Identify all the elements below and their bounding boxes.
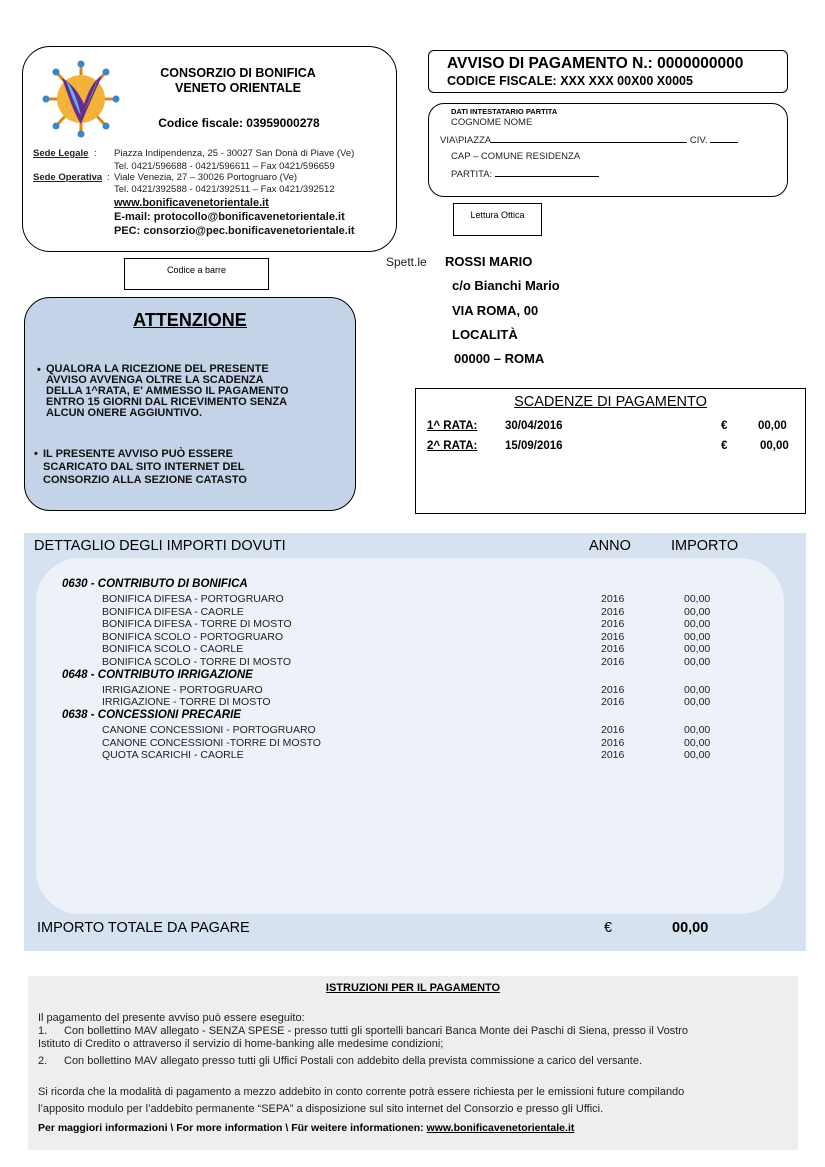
- intestatario-partita-row: [451, 168, 599, 180]
- row-description: CANONE CONCESSIONI -TORRE DI MOSTO: [102, 737, 321, 749]
- row-anno: 2016: [601, 749, 625, 761]
- row-importo: 00,00: [684, 618, 711, 630]
- row-anno: 2016: [601, 643, 625, 655]
- sede-legale-address: Piazza Indipendenza, 25 - 30027 San Donà di Piave (Ve): [114, 148, 355, 159]
- total-currency: €: [604, 920, 613, 936]
- intestatario-via-label: VIA\PIAZZA: [440, 135, 492, 146]
- bullet-icon: •: [37, 364, 41, 376]
- row-anno: 2016: [601, 724, 625, 736]
- istruzioni-item-2-line1: Con bollettino MAV allegato presso tutti gli Uffici Postali con addebito della prevista commissione a carico del versante.: [64, 1055, 642, 1067]
- sede-operativa-label: Sede Operativa: [33, 172, 103, 183]
- sede-operativa-address: Viale Venezia, 27 – 30026 Portogruaro (Ve): [114, 172, 298, 183]
- addressee-locality: LOCALITÀ: [452, 327, 518, 342]
- rata-1-date: 30/04/2016: [505, 420, 563, 432]
- sede-operativa-phone: Tel. 0421/392588 - 0421/392511 – Fax 0421/392512: [114, 184, 335, 195]
- attenzione-item-1-line: QUALORA LA RICEZIONE DEL PRESENTE: [46, 363, 269, 375]
- attenzione-item-2-line: CONSORZIO ALLA SEZIONE CATASTO: [43, 474, 247, 486]
- lettura-ottica-box: Lettura Ottica: [453, 203, 542, 236]
- row-description: IRRIGAZIONE - PORTOGRUARO: [102, 684, 263, 696]
- rata-1-label: 1^ RATA:: [427, 420, 478, 432]
- row-importo: 00,00: [684, 631, 711, 643]
- attenzione-item-2-line: SCARICATO DAL SITO INTERNET DEL: [43, 461, 245, 473]
- sede-legale-separator: :: [94, 148, 97, 159]
- row-description: BONIFICA DIFESA - TORRE DI MOSTO: [102, 618, 292, 630]
- addressee-city: 00000 – ROMA: [454, 351, 545, 366]
- row-importo: 00,00: [684, 684, 711, 696]
- rata-2-date: 15/09/2016: [505, 440, 563, 452]
- row-importo: 00,00: [684, 643, 711, 655]
- intestatario-via-row: [440, 134, 738, 146]
- attenzione-item-1-line: AVVISO AVVENGA OLTRE LA SCADENZA: [46, 374, 264, 386]
- row-description: BONIFICA SCOLO - CAORLE: [102, 643, 244, 655]
- spett-label: Spett.le: [386, 255, 427, 269]
- rata-2-amount: 00,00: [760, 440, 789, 452]
- pec-contact: PEC: consorzio@pec.bonificavenetorientale.it: [114, 225, 355, 237]
- row-description: CANONE CONCESSIONI - PORTOGRUARO: [102, 724, 316, 736]
- organization-name: [128, 66, 348, 96]
- section-heading: 0630 - CONTRIBUTO DI BONIFICA: [62, 578, 248, 590]
- row-description: BONIFICA SCOLO - TORRE DI MOSTO: [102, 656, 292, 668]
- avviso-codice-fiscale: CODICE FISCALE: XXX XXX 00X00 X0005: [447, 74, 693, 88]
- rata-1-currency: €: [721, 420, 728, 432]
- row-importo: 00,00: [684, 737, 711, 749]
- more-info-link[interactable]: www.bonificavenetorientale.it: [426, 1122, 575, 1134]
- section-heading: 0638 - CONCESSIONI PRECARIE: [62, 709, 241, 721]
- istruzioni-note-line2: l’apposito modulo per l’addebito permanente “SEPA” a disposizione sul sito internet del Consorzio e presso gli Uffici.: [38, 1103, 604, 1115]
- total-value: 00,00: [672, 920, 709, 936]
- avviso-number: AVVISO DI PAGAMENTO N.: 0000000000: [447, 55, 744, 72]
- addressee-name: ROSSI MARIO: [445, 254, 533, 269]
- civ-field-line: [710, 134, 738, 143]
- consortium-logo: [40, 58, 122, 140]
- row-description: BONIFICA SCOLO - PORTOGRUARO: [102, 631, 284, 643]
- istruzioni-item-1-line1: Con bollettino MAV allegato - SENZA SPESE - presso tutti gli sportelli bancari Banca Monte dei Paschi di Siena, presso il Vostro: [64, 1025, 689, 1037]
- istruzioni-item-1-line2: Istituto di Credito o attraverso il servizio di home-banking alle medesime condizioni;: [38, 1038, 444, 1050]
- row-description: QUOTA SCARICHI - CAORLE: [102, 749, 244, 761]
- more-info-label: Per maggiori informazioni \ For more information \ Für weitere informationen:: [38, 1122, 424, 1134]
- website-link[interactable]: www.bonificavenetorientale.it: [114, 197, 269, 209]
- intestatario-cognome-nome: COGNOME NOME: [451, 117, 533, 128]
- addressee-care-of: c/o Bianchi Mario: [452, 278, 560, 293]
- row-anno: 2016: [601, 593, 625, 605]
- row-description: BONIFICA DIFESA - CAORLE: [102, 606, 244, 618]
- bullet-icon: •: [34, 448, 38, 460]
- row-anno: 2016: [601, 656, 625, 668]
- rata-1-amount: 00,00: [758, 420, 787, 432]
- istruzioni-item-1-number: 1.: [38, 1025, 48, 1037]
- sede-legale-phone: Tel. 0421/596688 - 0421/596611 – Fax 0421/596659: [114, 161, 335, 172]
- partita-field-line: [495, 168, 599, 177]
- rata-2-label: 2^ RATA:: [427, 440, 478, 452]
- row-anno: 2016: [601, 737, 625, 749]
- addressee-street: VIA ROMA, 00: [452, 303, 539, 318]
- attenzione-item-1: [46, 364, 289, 419]
- row-anno: 2016: [601, 684, 625, 696]
- attenzione-item-2: [43, 448, 247, 487]
- row-importo: 00,00: [684, 656, 711, 668]
- row-importo: 00,00: [684, 724, 711, 736]
- attenzione-title: ATTENZIONE: [133, 310, 247, 330]
- row-importo: 00,00: [684, 696, 711, 708]
- rata-2-currency: €: [721, 440, 728, 452]
- codice-a-barre-box: Codice a barre: [124, 258, 269, 290]
- row-importo: 00,00: [684, 749, 711, 761]
- istruzioni-note-line1: Si ricorda che la modalità di pagamento a mezzo addebito in conto corrente potrà essere richiesta per le emissioni future compilando: [38, 1086, 685, 1098]
- row-anno: 2016: [601, 606, 625, 618]
- istruzioni-intro: Il pagamento del presente avviso può essere eseguito:: [38, 1012, 305, 1024]
- intestatario-civ-label: CIV.: [689, 135, 708, 146]
- attenzione-item-1-line: ALCUN ONERE AGGIUNTIVO.: [46, 407, 203, 419]
- more-info-row: [38, 1122, 574, 1134]
- total-label: IMPORTO TOTALE DA PAGARE: [37, 920, 250, 936]
- istruzioni-item-2-number: 2.: [38, 1055, 48, 1067]
- intestatario-partita-label: PARTITA:: [451, 169, 493, 180]
- organization-fiscal-code: Codice fiscale: 03959000278: [158, 116, 320, 130]
- sede-operativa-separator: :: [107, 172, 110, 183]
- row-anno: 2016: [601, 618, 625, 630]
- row-importo: 00,00: [684, 606, 711, 618]
- dettaglio-title: DETTAGLIO DEGLI IMPORTI DOVUTI: [34, 538, 286, 554]
- email-contact: E-mail: protocollo@bonificavenetorientale.it: [114, 211, 345, 223]
- row-anno: 2016: [601, 696, 625, 708]
- row-description: BONIFICA DIFESA - PORTOGRUARO: [102, 593, 284, 605]
- scadenze-title: SCADENZE DI PAGAMENTO: [514, 394, 707, 410]
- row-importo: 00,00: [684, 593, 711, 605]
- column-header-anno: ANNO: [589, 538, 631, 554]
- attenzione-item-1-line: DELLA 1^RATA, E' AMMESSO IL PAGAMENTO: [46, 385, 289, 397]
- sede-legale-label: Sede Legale: [33, 148, 89, 159]
- intestatario-title: DATI INTESTATARIO PARTITA: [451, 107, 558, 116]
- row-description: IRRIGAZIONE - TORRE DI MOSTO: [102, 696, 271, 708]
- intestatario-cap: CAP – COMUNE RESIDENZA: [451, 151, 581, 162]
- organization-name-line2: VENETO ORIENTALE: [175, 81, 301, 95]
- istruzioni-title: ISTRUZIONI PER IL PAGAMENTO: [325, 982, 501, 994]
- column-header-importo: IMPORTO: [671, 538, 739, 554]
- via-field-line: [491, 134, 687, 143]
- attenzione-item-1-line: ENTRO 15 GIORNI DAL RICEVIMENTO SENZA: [46, 396, 288, 408]
- attenzione-item-2-line: IL PRESENTE AVVISO PUÒ ESSERE: [43, 448, 233, 460]
- organization-name-line1: CONSORZIO DI BONIFICA: [160, 66, 316, 80]
- section-heading: 0648 - CONTRIBUTO IRRIGAZIONE: [62, 669, 253, 681]
- row-anno: 2016: [601, 631, 625, 643]
